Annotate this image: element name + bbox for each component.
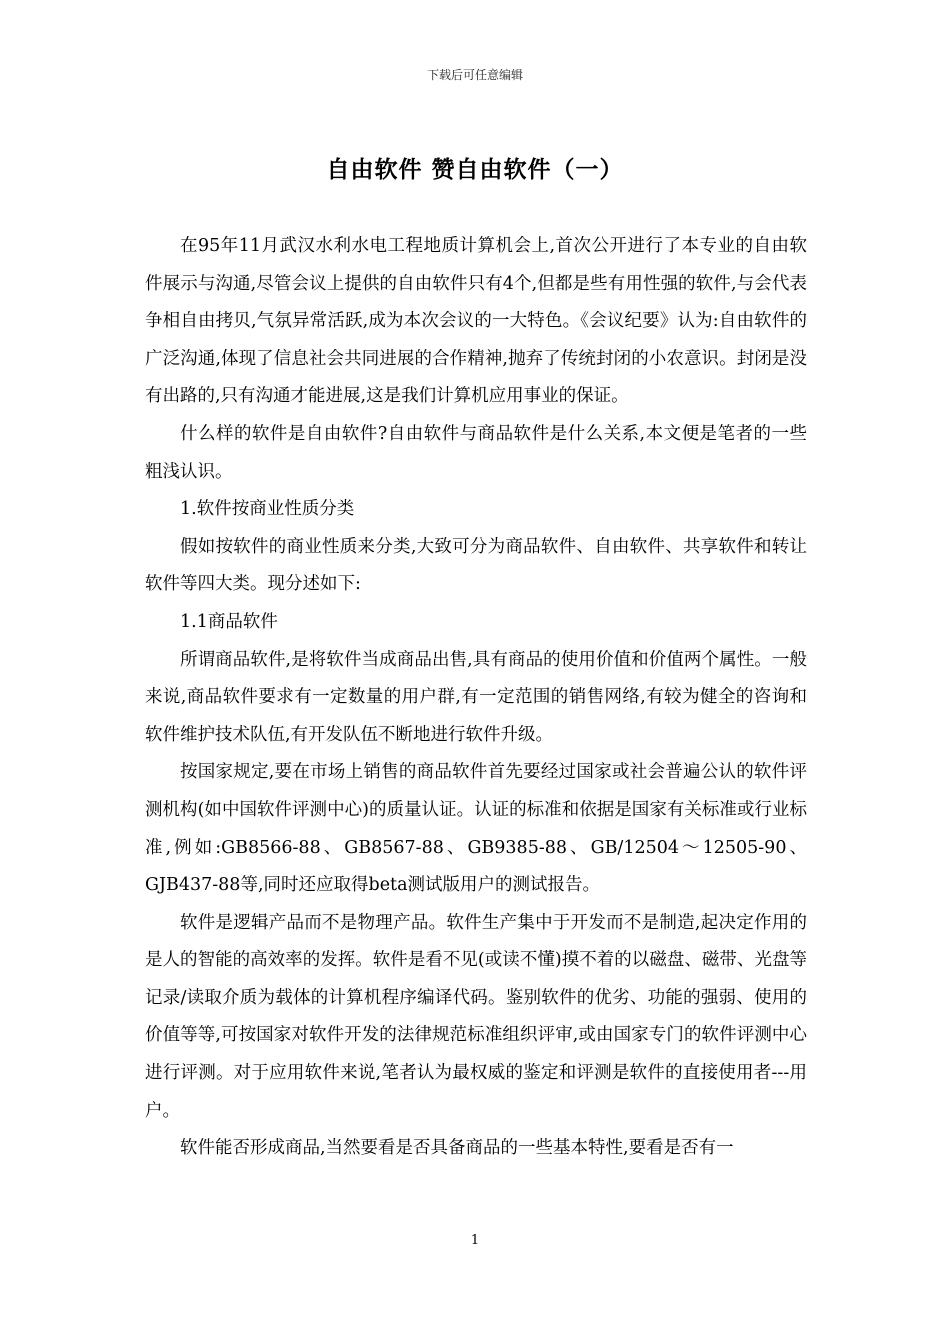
paragraph: 软件是逻辑产品而不是物理产品。软件生产集中于开发而不是制造,起决定作用的是人的智能的高效率的发挥。软件是看不见(或读不懂)摸不着的以磁盘、磁带、光盘等记录/读取介质为载体的计算机程序编译代码。鉴别软件的优劣、功能的强弱、使用的价值等等,可按国家对软件开发的法律规范标准组织评审,或由国家专门的软件评测中心进行评测。对于应用软件来说,笔者认为最权威的鉴定和评测是软件的直接使用者---用户。 [145, 912, 807, 1121]
paragraph: 所谓商品软件,是将软件当成商品出售,具有商品的使用价值和价值两个属性。一般来说,商品软件要求有一定数量的用户群,有一定范围的销售网络,有较为健全的咨询和软件维护技术队伍,有开发队伍不断地进行软件升级。 [145, 649, 807, 745]
paragraph: 假如按软件的商业性质来分类,大致可分为商品软件、自由软件、共享软件和转让软件等四大类。现分述如下: [145, 536, 807, 595]
paragraph: 什么样的软件是自由软件?自由软件与商品软件是什么关系,本文便是笔者的一些粗浅认识。 [145, 423, 807, 482]
header-note: 下载后可任意编辑 [426, 68, 523, 82]
document-title: 自由软件 赞自由软件（一） [326, 157, 624, 183]
page-number: 1 [470, 1233, 480, 1248]
paragraph: 在95年11月武汉水利水电工程地质计算机会上,首次公开进行了本专业的自由软件展示与沟通,尽管会议上提供的自由软件只有4个,但都是些有用性强的软件,与会代表争相自由拷贝,气氛异常活跃,成为本次会议的一大特色。《会议纪要》认为:自由软件的广泛沟通,体现了信息社会共同进展的合作精神,抛弃了传统封闭的小农意识。封闭是没有出路的,只有沟通才能进展,这是我们计算机应用事业的保证。 [145, 236, 807, 407]
document-body [145, 228, 807, 1168]
section-heading: 1.软件按商业性质分类 [180, 499, 355, 520]
paragraph: 软件能否形成商品,当然要看是否具备商品的一些基本特性,要看是否有一 [180, 1138, 734, 1159]
paragraph: 按国家规定,要在市场上销售的商品软件首先要经过国家或社会普遍公认的软件评测机构(如中国软件评测中心)的质量认证。认证的标准和依据是国家有关标准或行业标准,例如:GB8566-88、GB8567-88、GB9385-88、GB/12504～12505-90、GJB437-88等,同时还应取得beta测试版用户的测试报告。 [145, 762, 807, 896]
subsection-heading: 1.1商品软件 [180, 611, 278, 632]
